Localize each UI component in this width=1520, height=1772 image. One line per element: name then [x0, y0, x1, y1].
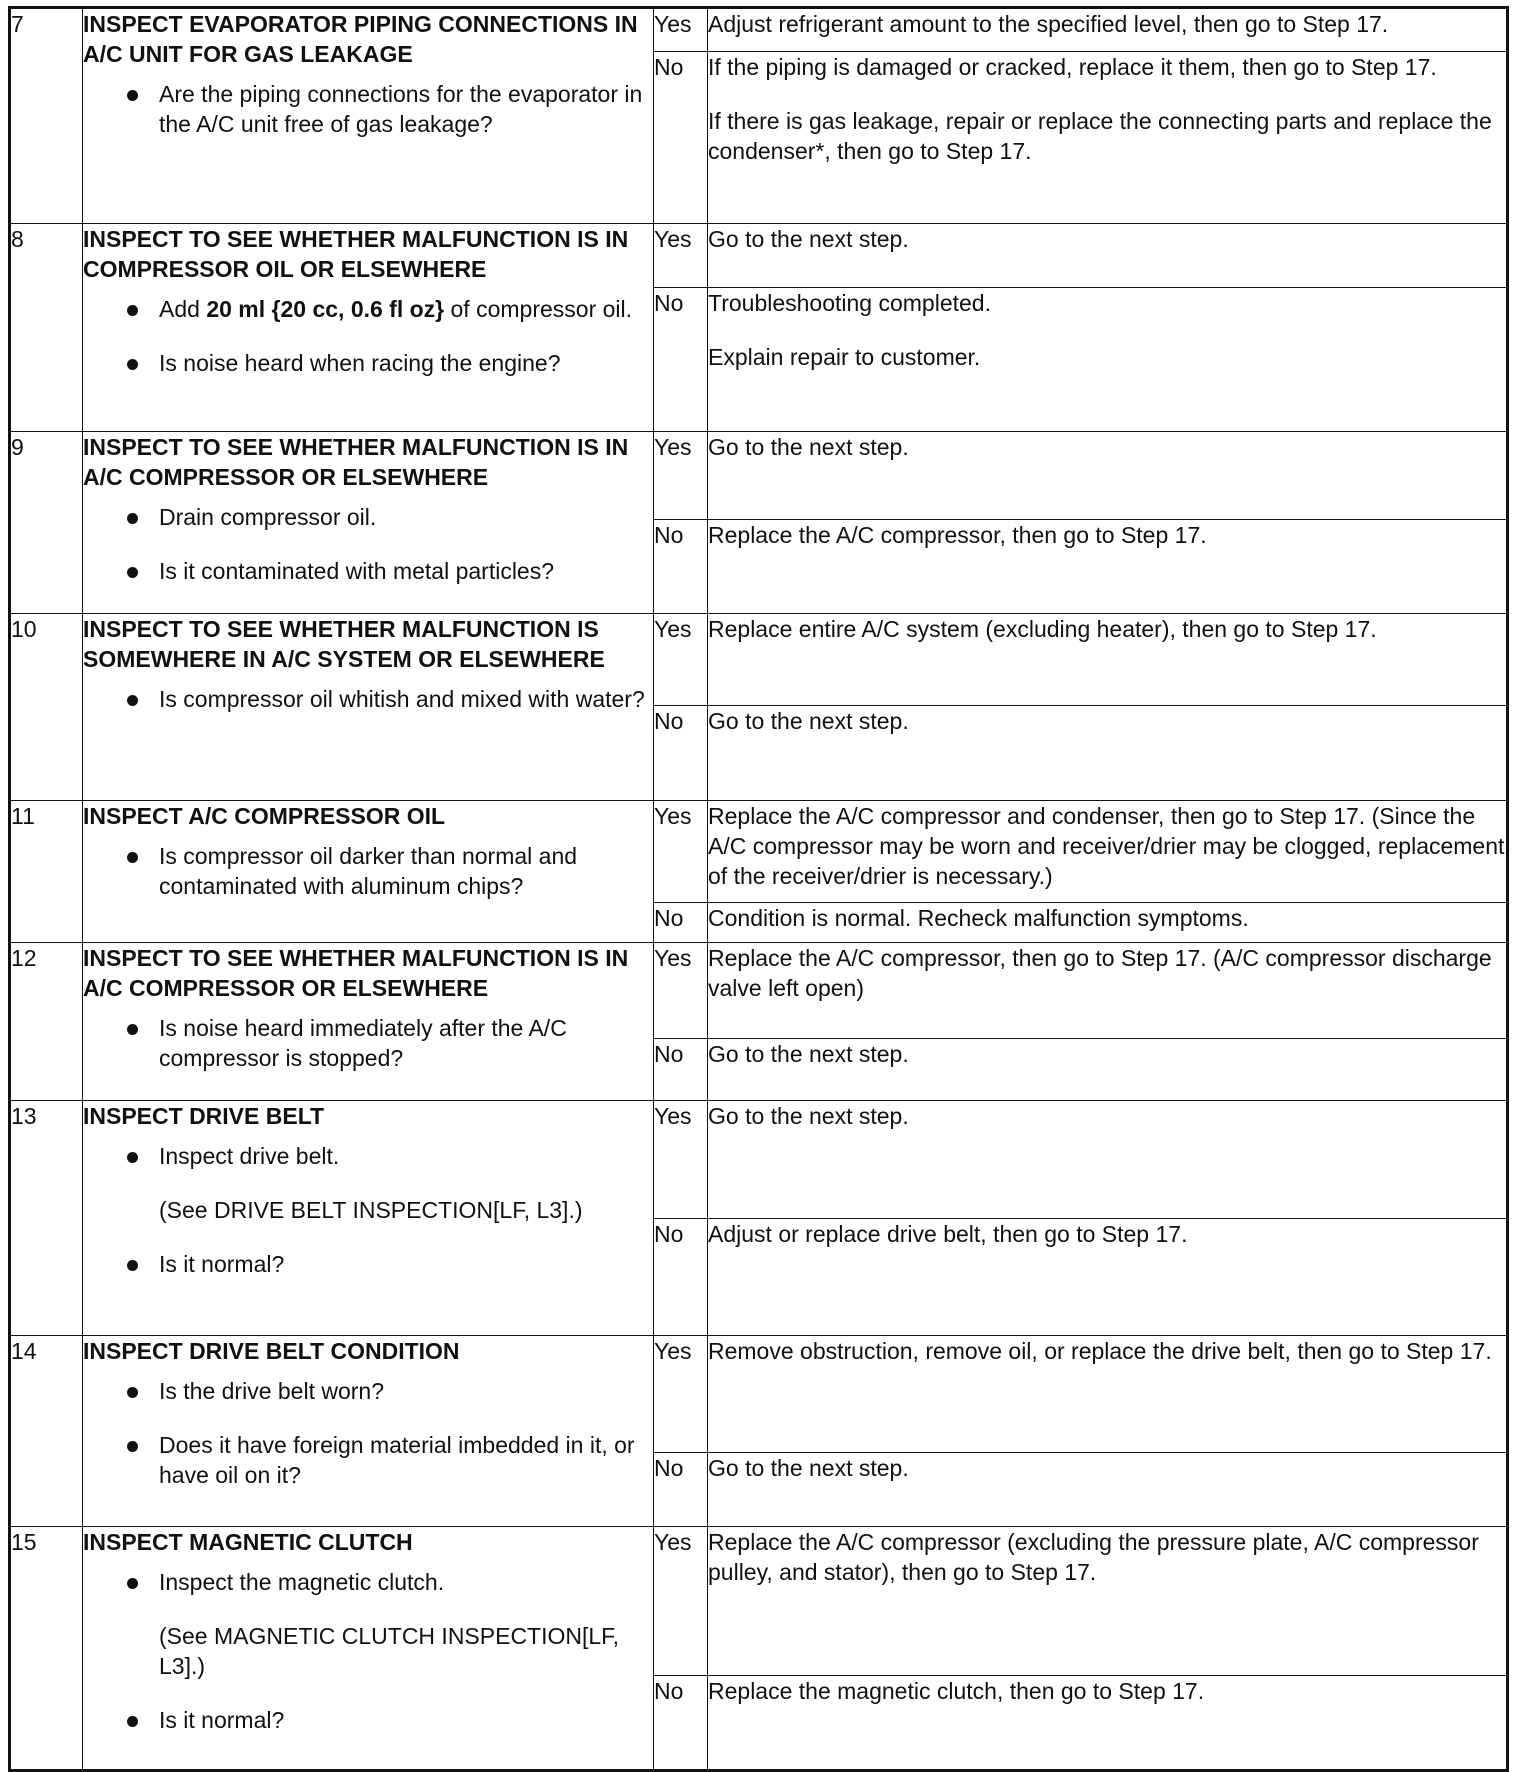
step-number: 12 — [10, 943, 83, 1101]
bullet-text: Is it normal? — [159, 1707, 285, 1733]
yes-action — [708, 943, 1508, 1039]
answer-yes-label: Yes — [654, 943, 708, 1039]
bullet-dot-icon — [127, 1387, 138, 1398]
no-action — [708, 1453, 1508, 1527]
step-row-15-yes — [10, 1527, 1508, 1676]
yes-action — [708, 8, 1508, 52]
action-text: Troubleshooting completed. — [708, 290, 991, 316]
step-number: 14 — [10, 1336, 83, 1527]
step-description — [83, 1101, 654, 1336]
step-number: 10 — [10, 614, 83, 801]
bullet-text: Is noise heard immediately after the A/C compressor is stopped? — [159, 1015, 567, 1071]
step-row-14-yes — [10, 1336, 1508, 1453]
bullet-item — [83, 841, 653, 901]
answer-no-label: No — [654, 520, 708, 614]
answer-yes-label: Yes — [654, 432, 708, 520]
bullet-text: Are the piping connections for the evaporator in the A/C unit free of gas leakage? — [159, 81, 643, 137]
answer-yes-label: Yes — [654, 1527, 708, 1676]
step-number: 11 — [10, 801, 83, 943]
step-number: 7 — [10, 8, 83, 224]
bullet-dot-icon — [127, 1260, 138, 1271]
action-text: Replace entire A/C system (excluding heater), then go to Step 17. — [708, 616, 1377, 642]
bullet-text: Inspect drive belt. — [159, 1143, 340, 1169]
yes-action — [708, 1336, 1508, 1453]
action-text: Adjust refrigerant amount to the specified level, then go to Step 17. — [708, 11, 1389, 37]
no-action — [708, 52, 1508, 224]
step-description — [83, 1527, 654, 1771]
bullet-text: Is compressor oil darker than normal and contaminated with aluminum chips? — [159, 843, 578, 899]
step-description — [83, 224, 654, 432]
bullet-text: of compressor oil. — [444, 296, 633, 322]
bullet-text: Does it have foreign material imbedded in it, or have oil on it? — [159, 1432, 635, 1488]
bullet-dot-icon — [127, 1024, 138, 1035]
step-description — [83, 801, 654, 943]
yes-action — [708, 432, 1508, 520]
bullet-dot-icon — [127, 359, 138, 370]
action-text: If there is gas leakage, repair or replace the connecting parts and replace the condenser*, then go to Step 17. — [708, 108, 1492, 164]
action-text: Condition is normal. Recheck malfunction symptoms. — [708, 905, 1249, 931]
step-description — [83, 432, 654, 614]
bullet-item — [83, 1430, 653, 1490]
bullet-item — [83, 556, 653, 586]
step-row-11-yes — [10, 801, 1508, 903]
answer-no-label: No — [654, 706, 708, 801]
step-title: INSPECT TO SEE WHETHER MALFUNCTION IS IN A/C COMPRESSOR OR ELSEWHERE — [83, 945, 629, 1001]
no-action — [708, 706, 1508, 801]
answer-no-label: No — [654, 1453, 708, 1527]
step-title: INSPECT A/C COMPRESSOR OIL — [83, 803, 446, 829]
action-text: Adjust or replace drive belt, then go to Step 17. — [708, 1221, 1188, 1247]
bullet-dot-icon — [127, 567, 138, 578]
action-text: Replace the A/C compressor, then go to Step 17. (A/C compressor discharge valve left open) — [708, 945, 1492, 1001]
step-description — [83, 943, 654, 1101]
bullet-text: Is it contaminated with metal particles? — [159, 558, 555, 584]
bullet-item — [83, 1249, 653, 1279]
bullet-dot-icon — [127, 1716, 138, 1727]
no-action — [708, 1219, 1508, 1336]
step-title: INSPECT TO SEE WHETHER MALFUNCTION IS IN COMPRESSOR OIL OR ELSEWHERE — [83, 226, 629, 282]
step-row-13-yes — [10, 1101, 1508, 1219]
yes-action — [708, 1101, 1508, 1219]
bullet-dot-icon — [127, 695, 138, 706]
answer-no-label: No — [654, 1676, 708, 1771]
answer-no-label: No — [654, 903, 708, 943]
step-title: INSPECT MAGNETIC CLUTCH — [83, 1529, 413, 1555]
bullet-item — [83, 1013, 653, 1073]
bullet-text: Add — [159, 296, 207, 322]
action-text: Remove obstruction, remove oil, or replace the drive belt, then go to Step 17. — [708, 1338, 1492, 1364]
bullet-dot-icon — [127, 1578, 138, 1589]
action-text: Go to the next step. — [708, 1041, 909, 1067]
step-row-7-yes — [10, 8, 1508, 52]
answer-no-label: No — [654, 288, 708, 432]
yes-action — [708, 614, 1508, 706]
step-row-10-yes — [10, 614, 1508, 706]
action-text: Replace the A/C compressor, then go to Step 17. — [708, 522, 1207, 548]
action-text: Replace the A/C compressor (excluding the pressure plate, A/C compressor pulley, and stator), then go to Step 17. — [708, 1529, 1479, 1585]
answer-yes-label: Yes — [654, 8, 708, 52]
bullet-item — [83, 1705, 653, 1735]
action-text: Go to the next step. — [708, 434, 909, 460]
step-row-12-yes — [10, 943, 1508, 1039]
troubleshooting-table — [8, 6, 1506, 1772]
bullet-item — [83, 79, 653, 139]
action-text: Explain repair to customer. — [708, 344, 981, 370]
answer-yes-label: Yes — [654, 614, 708, 706]
no-action — [708, 288, 1508, 432]
bullet-item — [83, 1376, 653, 1406]
step-title: INSPECT TO SEE WHETHER MALFUNCTION IS IN A/C COMPRESSOR OR ELSEWHERE — [83, 434, 629, 490]
bullet-item — [83, 1567, 653, 1597]
no-action — [708, 1676, 1508, 1771]
bullet-item — [83, 348, 653, 378]
step-number: 9 — [10, 432, 83, 614]
answer-yes-label: Yes — [654, 801, 708, 903]
step-number: 15 — [10, 1527, 83, 1771]
bullet-item — [83, 1141, 653, 1171]
yes-action — [708, 801, 1508, 903]
step-description — [83, 8, 654, 224]
steps-table — [8, 6, 1509, 1772]
bullet-text-bold: 20 ml {20 cc, 0.6 fl oz} — [206, 296, 445, 322]
action-text: If the piping is damaged or cracked, replace it them, then go to Step 17. — [708, 54, 1437, 80]
bullet-text: Is it normal? — [159, 1251, 285, 1277]
bullet-item — [83, 502, 653, 532]
yes-action — [708, 1527, 1508, 1676]
bullet-text: Inspect the magnetic clutch. — [159, 1569, 445, 1595]
no-action — [708, 903, 1508, 943]
action-text: Replace the A/C compressor and condenser, then go to Step 17. (Since the A/C compressor may be worn and receiver/drier may be clogged, replacement of the receiver/drier is necessary.) — [708, 803, 1505, 889]
no-action — [708, 520, 1508, 614]
step-title: INSPECT DRIVE BELT CONDITION — [83, 1338, 460, 1364]
bullet-text: Is noise heard when racing the engine? — [159, 350, 561, 376]
bullet-item — [83, 684, 653, 714]
bullet-text: Is compressor oil whitish and mixed with water? — [159, 686, 645, 712]
action-text: Go to the next step. — [708, 1455, 909, 1481]
action-text: Go to the next step. — [708, 226, 909, 252]
step-title: INSPECT TO SEE WHETHER MALFUNCTION IS SOMEWHERE IN A/C SYSTEM OR ELSEWHERE — [83, 616, 605, 672]
step-description — [83, 1336, 654, 1527]
answer-no-label: No — [654, 52, 708, 224]
bullet-dot-icon — [127, 1152, 138, 1163]
step-number: 13 — [10, 1101, 83, 1336]
action-text: Replace the magnetic clutch, then go to Step 17. — [708, 1678, 1205, 1704]
step-number: 8 — [10, 224, 83, 432]
bullet-dot-icon — [127, 305, 138, 316]
bullet-dot-icon — [127, 1441, 138, 1452]
step-title: INSPECT DRIVE BELT — [83, 1103, 325, 1129]
reference-note: (See DRIVE BELT INSPECTION[LF, L3].) — [159, 1197, 583, 1223]
no-action — [708, 1039, 1508, 1101]
answer-no-label: No — [654, 1039, 708, 1101]
answer-yes-label: Yes — [654, 1336, 708, 1453]
bullet-dot-icon — [127, 852, 138, 863]
bullet-text: Drain compressor oil. — [159, 504, 377, 530]
answer-yes-label: Yes — [654, 1101, 708, 1219]
answer-no-label: No — [654, 1219, 708, 1336]
action-text: Go to the next step. — [708, 1103, 909, 1129]
action-text: Go to the next step. — [708, 708, 909, 734]
step-title: INSPECT EVAPORATOR PIPING CONNECTIONS IN A/C UNIT FOR GAS LEAKAGE — [83, 11, 638, 67]
reference-note: (See MAGNETIC CLUTCH INSPECTION[LF, L3].) — [159, 1623, 620, 1679]
answer-yes-label: Yes — [654, 224, 708, 288]
step-description — [83, 614, 654, 801]
bullet-dot-icon — [127, 513, 138, 524]
bullet-text: Is the drive belt worn? — [159, 1378, 385, 1404]
step-row-9-yes — [10, 432, 1508, 520]
yes-action — [708, 224, 1508, 288]
bullet-item — [83, 294, 653, 324]
step-row-8-yes — [10, 224, 1508, 288]
bullet-dot-icon — [127, 90, 138, 101]
